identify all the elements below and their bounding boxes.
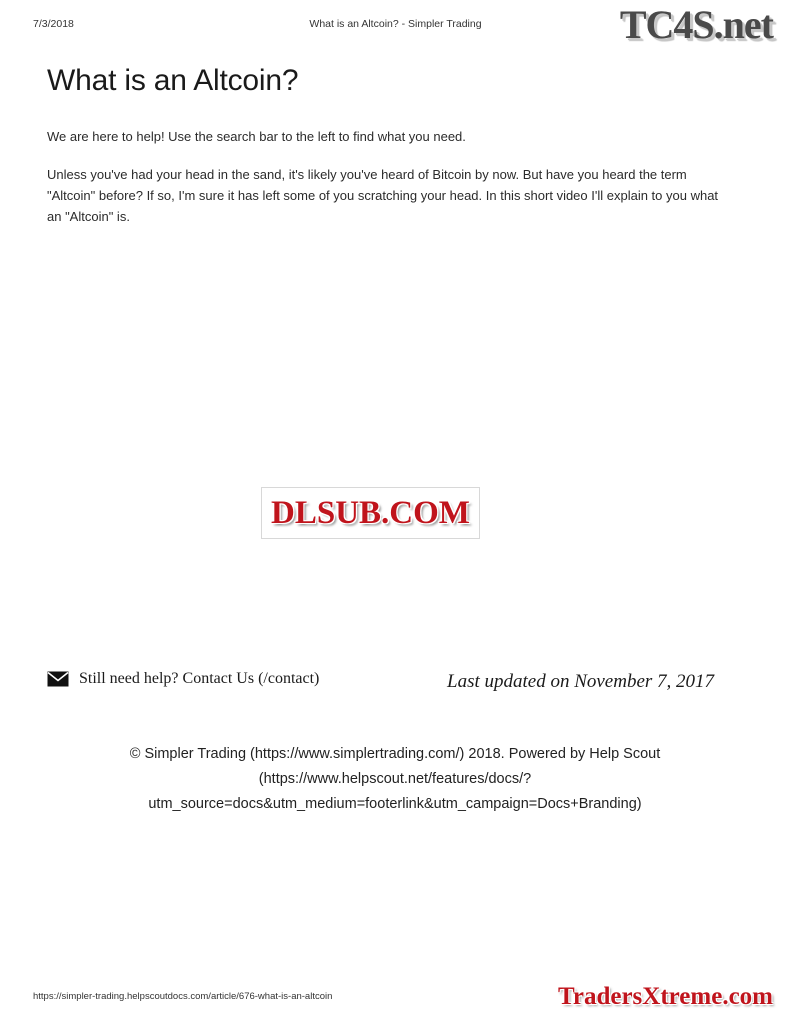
print-footer-url: https://simpler-trading.helpscoutdocs.com/article/676-what-is-an-altcoin: [33, 991, 333, 1002]
intro-text: We are here to help! Use the search bar to the left to find what you need.: [47, 129, 466, 144]
watermark-dlsub: DLSUB.COM: [262, 488, 479, 538]
page-title: What is an Altcoin?: [47, 64, 299, 97]
watermark-tc4s: TC4S.net: [619, 2, 773, 47]
watermark-tradersxtreme: TradersXtreme.com: [558, 983, 773, 1010]
body-paragraph: Unless you've had your head in the sand, it's likely you've heard of Bitcoin by now. But have you heard the term "Altcoin" before? If so, I'm sure it has left some of you scratching your head. In this short video I'll explain to you what an "Altcoin" is.: [47, 167, 719, 224]
contact-us-link[interactable]: Still need help? Contact Us (/contact): [79, 670, 320, 687]
print-page-title: What is an Altcoin? - Simpler Trading: [309, 18, 482, 30]
print-date: 7/3/2018: [33, 18, 74, 30]
contact-help-row[interactable]: [47, 670, 319, 688]
envelope-icon: [47, 671, 69, 687]
last-updated-text: Last updated on November 7, 2017: [447, 671, 715, 692]
copyright-text: © Simpler Trading (https://www.simplertrading.com/) 2018. Powered by Help Scout (https://www.helpscout.net/features/docs/?utm_source=docs&utm_medium=footerlink&utm_campaign=Docs+Branding): [129, 746, 661, 812]
